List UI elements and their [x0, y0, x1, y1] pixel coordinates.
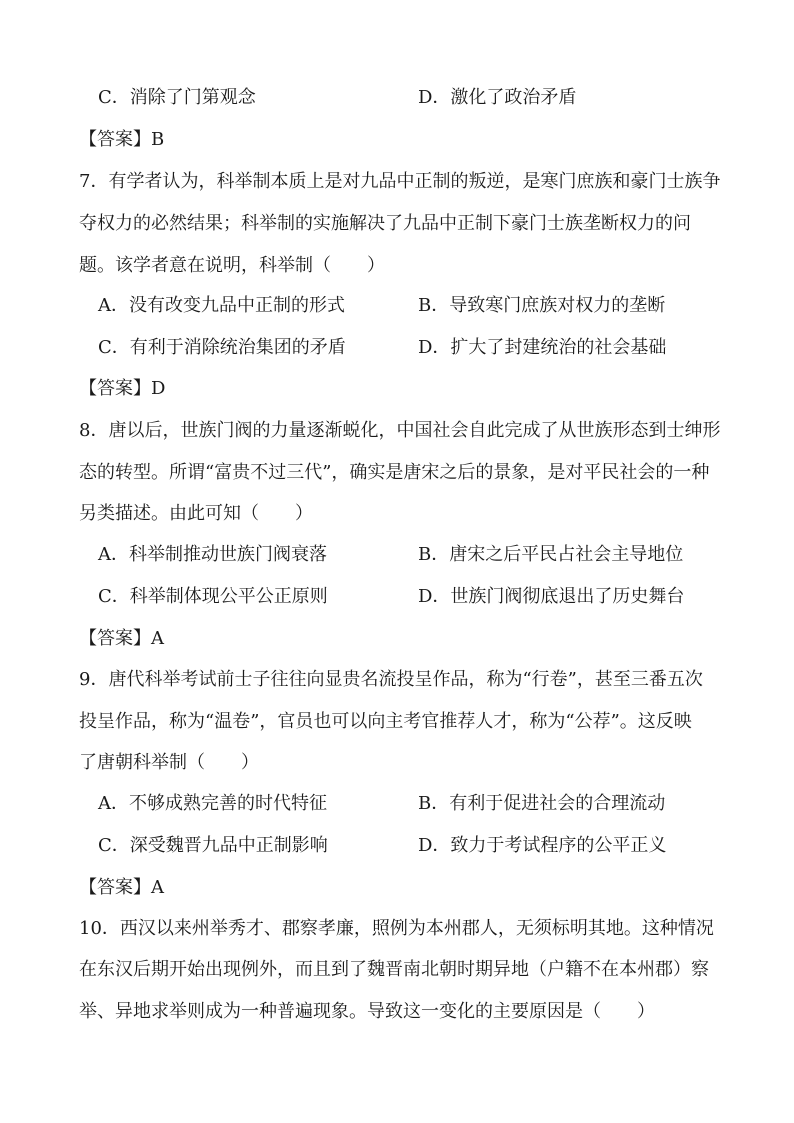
q8-answer: 【答案】A	[79, 628, 164, 649]
q8-option-a: A．科举制推动世族门阀衰落	[98, 544, 327, 565]
q7-stem-line-3: 题。该学者意在说明，科举制（ ）	[79, 255, 385, 276]
q9-stem-line-3: 了唐朝科举制（ ）	[79, 752, 259, 773]
q7-stem-line-1: 7．有学者认为，科举制本质上是对九品中正制的叛逆，是寒门庶族和豪门士族争	[79, 171, 721, 192]
q7-option-d: D．扩大了封建统治的社会基础	[418, 337, 667, 358]
q7-option-a: A．没有改变九品中正制的形式	[98, 295, 345, 316]
q10-stem-line-1: 10．西汉以来州举秀才、郡察孝廉，照例为本州郡人，无须标明其地。这种情况	[79, 918, 714, 939]
q9-option-b: B．有利于促进社会的合理流动	[418, 793, 666, 814]
q9-answer: 【答案】A	[79, 877, 164, 898]
q8-stem-line-2: 态的转型。所谓“富贵不过三代”，确实是唐宋之后的景象，是对平民社会的一种	[79, 462, 710, 483]
q8-option-b: B．唐宋之后平民占社会主导地位	[418, 544, 684, 565]
q9-option-c: C．深受魏晋九品中正制影响	[98, 835, 328, 856]
q7-option-c: C．有利于消除统治集团的矛盾	[98, 337, 346, 358]
q8-option-c: C．科举制体现公平公正原则	[98, 586, 328, 607]
q6-option-c: C．消除了门第观念	[98, 87, 256, 108]
q10-stem-line-2: 在东汉后期开始出现例外，而且到了魏晋南北朝时期异地（户籍不在本州郡）察	[79, 959, 709, 980]
q8-stem-line-3: 另类描述。由此可知（ ）	[79, 503, 313, 524]
q9-option-a: A．不够成熟完善的时代特征	[98, 793, 327, 814]
q7-answer: 【答案】D	[79, 378, 166, 399]
q9-option-d: D．致力于考试程序的公平正义	[418, 835, 667, 856]
q7-option-b: B．导致寒门庶族对权力的垄断	[418, 295, 666, 316]
q8-option-d: D．世族门阀彻底退出了历史舞台	[418, 586, 685, 607]
q8-stem-line-1: 8．唐以后，世族门阀的力量逐渐蜕化，中国社会自此完成了从世族形态到士绅形	[79, 420, 721, 441]
q6-option-d: D．激化了政治矛盾	[418, 87, 577, 108]
q10-stem-line-3: 举、异地求举则成为一种普遍现象。导致这一变化的主要原因是（ ）	[79, 1001, 655, 1022]
q6-answer: 【答案】B	[79, 129, 165, 150]
q9-stem-line-1: 9．唐代科举考试前士子往往向显贵名流投呈作品，称为“行卷”，甚至三番五次	[79, 669, 703, 690]
q7-stem-line-2: 夺权力的必然结果；科举制的实施解决了九品中正制下豪门士族垄断权力的问	[79, 213, 691, 234]
q9-stem-line-2: 投呈作品，称为“温卷”，官员也可以向主考官推荐人才，称为“公荐”。这反映	[79, 711, 692, 732]
